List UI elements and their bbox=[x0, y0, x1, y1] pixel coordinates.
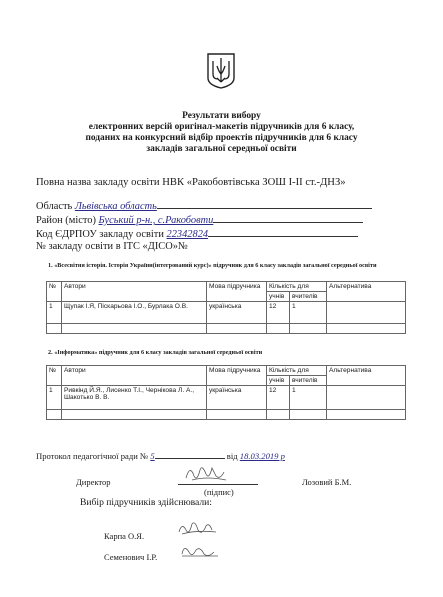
member-1-name: Карпа О.Я. bbox=[104, 531, 145, 541]
member-2-signature-icon bbox=[178, 542, 222, 560]
director-label: Директор bbox=[76, 477, 111, 487]
col-lang: Мова підручника bbox=[207, 282, 267, 302]
its-field: № закладу освіти в ІТС «ДІСО»№ bbox=[36, 241, 188, 252]
school-name: Повна назва закладу освіти НВК «Ракобовтівська ЗОШ І-ІІ ст.-ДНЗ» bbox=[36, 177, 346, 188]
section-1-table bbox=[46, 281, 406, 334]
protocol-line: Протокол педагогічної ради № 5 від 18.03.2019 р bbox=[36, 451, 285, 461]
col-qty: Кількість для bbox=[267, 282, 327, 292]
choice-label: Вибір підручників здійснювали: bbox=[80, 497, 212, 508]
section-1-heading: 1. «Всесвітня історія. Історія України(інтегрований курс)» підручник для 6 класу закладів загальної середньої освіти bbox=[48, 262, 377, 269]
section-2-heading: 2. «Інформатика» підручник для 6 класу закладів загальної середньої освіти bbox=[48, 349, 263, 356]
section-2-table: № Автори Мова підручника Кількість для Альтернатива учнів вчителів 1 Ривкінд Й.Я., Лисенко Т.І., Чернікова Л. А., Шакотько В. В. українська 12 1 bbox=[46, 365, 406, 420]
col-num: № bbox=[47, 282, 62, 302]
signature-caption: (підпис) bbox=[204, 487, 234, 497]
coat-of-arms-icon bbox=[206, 52, 236, 90]
table-row: 1 Щупак І.Я, Піскарьова І.О., Бурлака О.В. українська 12 1 bbox=[47, 302, 406, 324]
region-field: Область Львівська область bbox=[36, 198, 372, 213]
member-2-name: Семенович І.Р. bbox=[104, 552, 158, 562]
edrpou-field: Код ЄДРПОУ закладу освіти 22342824 bbox=[36, 226, 358, 241]
col-authors: Автори bbox=[62, 282, 207, 302]
col-teachers: вчителів bbox=[290, 292, 327, 302]
document-title: Результати вибору електронних версій оригінал-макетів підручників для 6 класу, поданих на конкурсний відбір проектів підручників для 6 класу закладів загальної середньої освіти bbox=[85, 111, 358, 154]
director-name: Лозовий Б.М. bbox=[302, 477, 352, 487]
col-students: учнів bbox=[267, 292, 290, 302]
col-alt: Альтернатива bbox=[327, 282, 406, 302]
member-1-signature-icon bbox=[176, 518, 220, 540]
signature-line bbox=[178, 484, 258, 485]
district-field: Район (місто) Буський р-н., с.Ракобовти bbox=[36, 212, 363, 227]
director-signature-icon bbox=[182, 462, 232, 484]
table-row: 1 Ривкінд Й.Я., Лисенко Т.І., Чернікова Л. А., Шакотько В. В. українська 12 1 bbox=[47, 386, 406, 410]
